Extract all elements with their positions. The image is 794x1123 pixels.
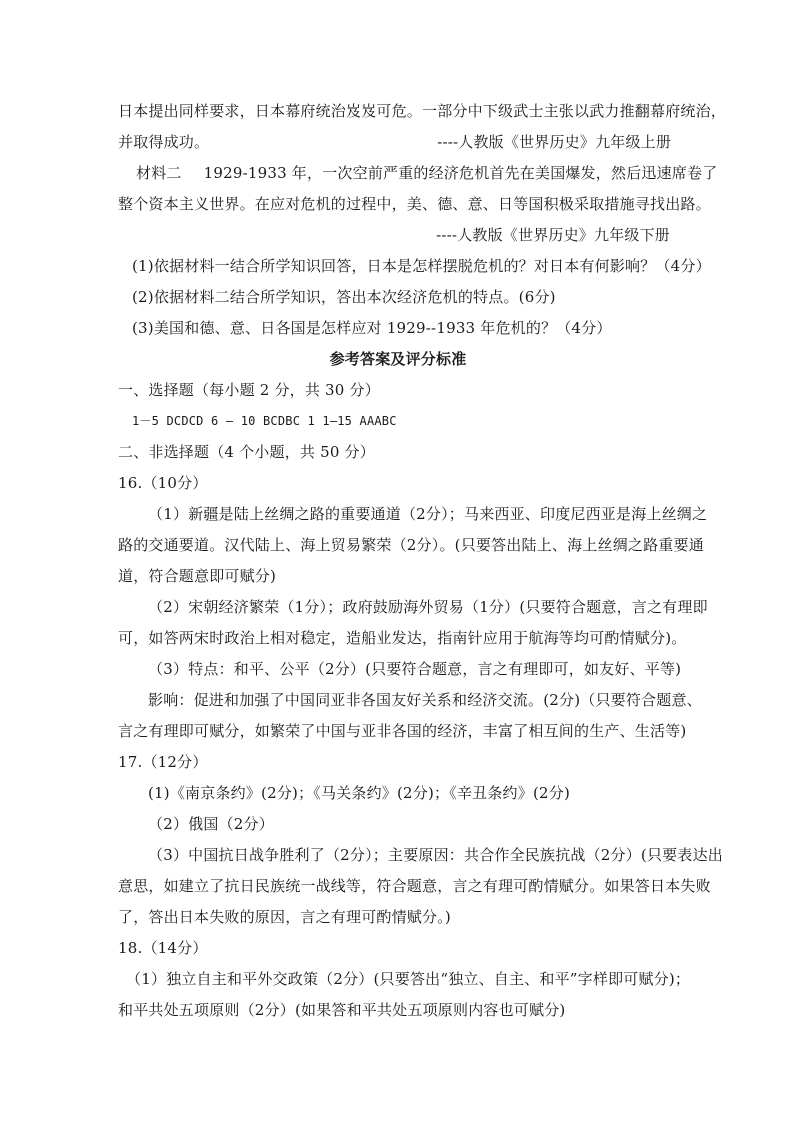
section-title: 参考答案及评分标准 xyxy=(329,350,467,368)
answer-line: （3）中国抗日战争胜利了（2分）；主要原因：共合作全民族抗战（2分）(只要表达出 xyxy=(148,846,723,864)
answer-line: (1)《南京条约》(2分)；《马关条约》(2分)；《辛丑条约》(2分) xyxy=(148,784,570,802)
question-item: (2)依据材料二结合所学知识，答出本次经济危机的特点。(6分) xyxy=(132,288,556,306)
answer-line: 道，符合题意即可赋分) xyxy=(118,567,277,585)
answer-line: 了，答出日本失败的原因，言之有理可酌情赋分。) xyxy=(118,908,451,926)
material-label: 材料二 xyxy=(136,164,182,182)
answer-line: （2）宋朝经济繁荣（1分）；政府鼓励海外贸易（1分）(只要符合题意，言之有理即 xyxy=(148,598,708,616)
answer-line: 和平共处五项原则（2分）(如果答和平共处五项原则内容也可赋分) xyxy=(118,1001,566,1019)
section-heading: 一、选择题（每小题 2 分，共 30 分） xyxy=(118,381,380,399)
text-line: 日本提出同样要求，日本幕府统治岌岌可危。一部分中下级武士主张以武力推翻幕府统治， xyxy=(118,102,727,120)
answer-line: 意思，如建立了抗日民族统一战线等，符合题意，言之有理可酌情赋分。如果答日本失败 xyxy=(118,877,711,895)
answer-line: （2）俄国（2分） xyxy=(148,815,274,833)
question-number: 17.（12分） xyxy=(118,753,208,771)
question-item: (1)依据材料一结合所学知识回答，日本是怎样摆脱危机的？对日本有何影响？（4分） xyxy=(132,257,711,275)
section-heading: 二、非选择题（4 个小题，共 50 分） xyxy=(118,443,375,461)
question-item: (3)美国和德、意、日各国是怎样应对 1929--1933 年危机的？（4分） xyxy=(132,319,612,337)
text-fragment: 并取得成功。 xyxy=(118,133,210,151)
answer-line: 可，如答两宋时政治上相对稳定，造船业发达，指南针应用于航海等均可酌情赋分)。 xyxy=(118,629,687,647)
answer-line: （1）新疆是陆上丝绸之路的重要通道（2分）；马来西亚、印度尼西亚是海上丝绸之 xyxy=(148,505,708,523)
source-citation: ----人教版《世界历史》九年级上册 xyxy=(437,133,672,151)
answer-line: （3）特点：和平、公平（2分）(只要符合题意，言之有理即可，如友好、平等) xyxy=(148,660,682,678)
question-number: 18.（14分） xyxy=(118,939,208,957)
question-number: 16.（10分） xyxy=(118,474,208,492)
document-page xyxy=(118,96,727,1026)
answer-line: 路的交通要道。汉代陆上、海上贸易繁荣（2分）。(只要答出陆上、海上丝绸之路重要通 xyxy=(118,536,704,554)
text-line xyxy=(118,127,678,158)
answer-line: 言之有理即可赋分，如繁荣了中国与亚非各国的经济，丰富了相互间的生产、生活等) xyxy=(118,722,687,740)
text-fragment: 1929-1933 年，一次空前严重的经济危机首先在美国爆发，然后迅速席卷了 xyxy=(203,164,718,182)
material-two-line xyxy=(118,158,718,189)
answer-key-line: 1－5 DCDCD 6 — 10 BCDBC 1 1—15 AAABC xyxy=(132,414,397,428)
source-citation: ----人教版《世界历史》九年级下册 xyxy=(436,226,670,244)
answer-line: （1）独立自主和平外交政策（2分）(只要答出“独立、自主、和平”字样即可赋分)； xyxy=(126,970,691,988)
answer-line: 影响：促进和加强了中国同亚非各国友好关系和经济交流。(2分)（只要符合题意、 xyxy=(148,691,702,709)
text-line: 整个资本主义世界。在应对危机的过程中，美、德、意、日等国积极采取措施寻找出路。 xyxy=(118,195,711,213)
